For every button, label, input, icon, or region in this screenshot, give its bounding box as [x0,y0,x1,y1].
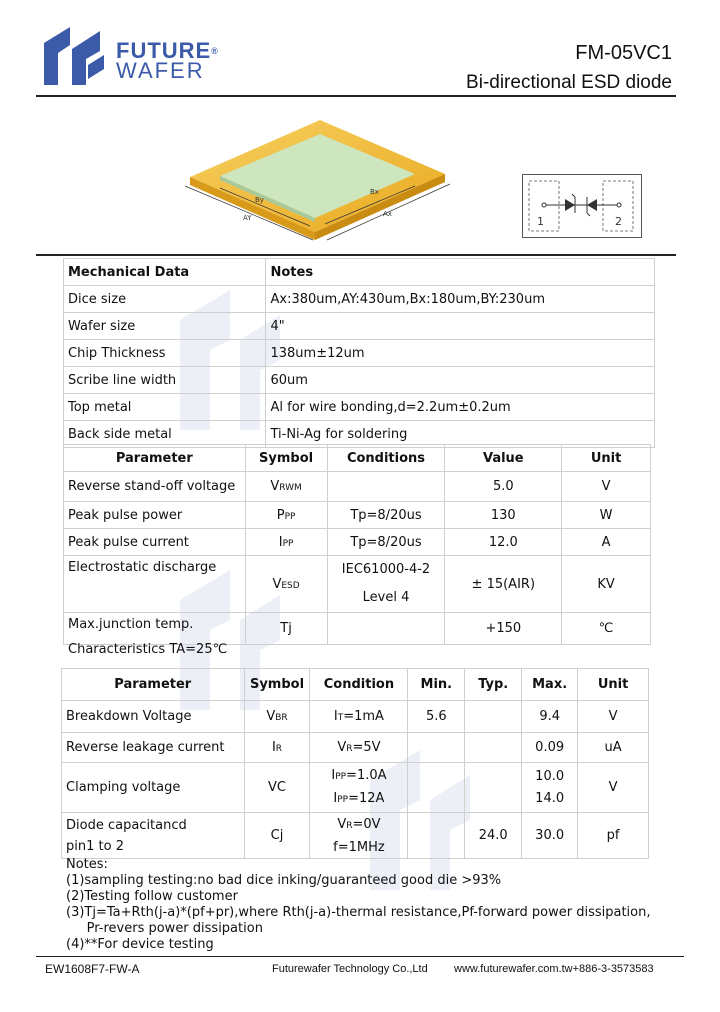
doc-code: EW1608F7-FW-A [45,962,140,976]
table-row [62,763,649,813]
product-description: Bi-directional ESD diode [466,72,672,93]
value-cell: 5.0 [445,472,562,502]
cond-cell: Tp=8/20us [327,529,445,556]
table-row [64,340,655,367]
notes-section [66,857,686,953]
param-cell [62,813,245,859]
die-label-ax: Ax [383,210,392,218]
param-cell: Peak pulse current [64,529,246,556]
cond-line2 [314,788,403,811]
symbol-cell [244,813,310,859]
mech-value: 4" [266,313,655,340]
mech-value: Al for wire bonding,d=2.2um±0.2um [266,394,655,421]
die-drawing [175,112,465,247]
die-label-by: By [255,196,264,204]
footer-company: Futurewafer Technology Co.,Ltd [272,963,428,975]
unit-cell: W [562,502,651,529]
footer-contact: www.futurewafer.com.tw+886-3-3573583 [454,963,654,975]
mech-value: 138um±12um [266,340,655,367]
typ-cell: 24.0 [465,813,522,859]
symbol: P [276,507,285,523]
cond-cell [327,613,445,645]
cond: V [337,740,347,755]
mechanical-header-row [64,259,655,286]
param-line2: pin1 to 2 [66,838,124,854]
symbol-sub: R [275,744,283,754]
header-rule [36,95,676,97]
unit-cell: A [562,529,651,556]
cond-rest: =1.0A [346,767,387,783]
symbol-cell [245,502,327,529]
mech-label: Wafer size [64,313,266,340]
table-row [64,556,651,613]
symbol-cell [245,472,327,502]
symbol-cell [245,613,327,645]
param-cell: Clamping voltage [62,763,245,813]
unit-cell: KV [562,556,651,613]
max-line1: 10.0 [535,768,565,784]
characteristics-title: Characteristics TA=25℃ [68,642,228,657]
value-cell: +150 [445,613,562,645]
unit-cell: V [578,763,649,813]
mech-label: Scribe line width [64,367,266,394]
col-header: Value [445,445,562,472]
col-header: Parameter [62,669,245,701]
logo-mark-icon [42,25,106,87]
cond-sub: PP [337,794,349,805]
typ-cell [465,701,522,733]
col-header: Min. [408,669,465,701]
min-cell [408,813,465,859]
char-header-row [62,669,649,701]
param-cell: Max.junction temp. [64,613,246,645]
col-header: Symbol [244,669,310,701]
cond-rest: =12A [348,790,385,806]
col-header: Condition [310,669,408,701]
ratings-table [63,444,651,645]
cond-cell: Tp=8/20us [327,502,445,529]
symbol: Cj [270,828,284,843]
mech-value: 60um [266,367,655,394]
min-cell: 5.6 [408,701,465,733]
param-cell: Electrostatic discharge [64,556,246,613]
note-item: (2)Testing follow customer [66,889,238,904]
param-line1: Diode capacitancd [66,817,187,833]
max-cell: 30.0 [522,813,578,859]
unit-cell: pf [578,813,649,859]
mech-label: Top metal [64,394,266,421]
cond-line2: f=1MHz [333,839,385,855]
cond-cell [310,763,408,813]
value-cell: 12.0 [445,529,562,556]
symbol: Tj [280,621,292,636]
mech-label: Chip Thickness [64,340,266,367]
mech-label: Dice size [64,286,266,313]
mech-label: Back side metal [64,421,266,448]
table-row [62,813,649,859]
symbol-cell [245,529,327,556]
footer-rule [36,956,684,957]
part-number: FM-05VC1 [575,42,672,64]
cond-sub: R [346,744,353,754]
mech-value: Ti-Ni-Ag for soldering [266,421,655,448]
value-cell: ± 15(AIR) [445,556,562,613]
table-row [64,367,655,394]
max-line2: 14.0 [535,790,565,806]
symbol-cell [245,556,327,613]
table-row [64,529,651,556]
logo-line1: FUTURE [116,38,212,63]
note-item: (3)Tj=Ta+Rth(j-a)*(pf+pr),where Rth(j-a)-thermal resistance,Pf-forward power dissipation, [66,905,651,920]
col-header: Unit [578,669,649,701]
table-row [64,394,655,421]
table-row [64,286,655,313]
note-item: Pr-revers power dissipation [66,921,263,936]
symbol-sub: PP [282,538,294,549]
company-logo [42,25,232,85]
note-item: (4)**For device testing [66,937,214,952]
logo-line2: WAFER [116,58,205,83]
notes-title: Notes: [66,857,108,872]
value-cell: 130 [445,502,562,529]
cond: I [331,767,336,783]
col-header: Conditions [327,445,445,472]
col-header: Typ. [465,669,522,701]
param-cell: Reverse leakage current [62,733,245,763]
cond-rest: =0V [352,816,381,832]
col-header: Parameter [64,445,246,472]
die-label-ay: AY [243,214,252,222]
symbol: V [272,576,282,592]
symbol-sub: RWM [279,483,302,493]
mech-value: Ax:380um,AY:430um,Bx:180um,BY:230um [266,286,655,313]
mechanical-table [63,258,655,448]
symbol-cell [244,733,310,763]
cond-line1 [314,814,403,837]
cond-line1 [314,765,403,788]
param-cell: Peak pulse power [64,502,246,529]
cond-sub: PP [335,771,347,782]
cond-cell [327,556,445,613]
unit-cell: ℃ [562,613,651,645]
table-row [64,502,651,529]
table-row [64,613,651,645]
logo-registered: ® [211,46,219,56]
max-cell [522,763,578,813]
symbol: I [271,740,276,755]
col-header: Symbol [245,445,327,472]
col-header: Max. [522,669,578,701]
cond-cell [310,813,408,859]
symbol-sub: ESD [281,580,300,591]
diode-schematic [522,174,642,238]
cond-rest: =5V [352,740,381,755]
section-rule [36,254,676,256]
symbol: V [270,479,280,494]
max-cell: 9.4 [522,701,578,733]
pin2-label: 2 [615,215,622,228]
mechanical-header-left: Mechanical Data [64,259,266,286]
col-header: Unit [562,445,651,472]
cond-line1: IEC61000-4-2 [341,562,431,577]
table-row [64,472,651,502]
symbol: I [278,534,283,550]
table-row [62,701,649,733]
param-cell: Reverse stand-off voltage [64,472,246,502]
symbol: VC [268,780,286,795]
symbol-sub: PP [284,511,296,522]
param-cell: Breakdown Voltage [62,701,245,733]
unit-cell: V [578,701,649,733]
cond-line2: Level 4 [362,590,410,605]
cond: I [333,709,338,724]
cond: I [333,790,338,806]
cond-cell [310,701,408,733]
pin1-label: 1 [537,215,544,228]
characteristics-table [61,668,649,859]
typ-cell [465,763,522,813]
unit-cell: uA [578,733,649,763]
mechanical-header-right: Notes [266,259,655,286]
cond-cell [310,733,408,763]
min-cell [408,763,465,813]
cond: V [337,816,347,832]
cond-cell [327,472,445,502]
symbol-cell [244,763,310,813]
note-item: (1)sampling testing:no bad dice inking/guaranteed good die >93% [66,873,502,888]
symbol-sub: BR [275,713,288,723]
die-label-bx: Bx [370,188,379,196]
cond-rest: =1mA [343,709,384,724]
symbol-cell [244,701,310,733]
typ-cell [465,733,522,763]
unit-cell: V [562,472,651,502]
cond-sub: R [346,820,353,831]
table-row [64,313,655,340]
ratings-header-row [64,445,651,472]
max-cell: 0.09 [522,733,578,763]
table-row [62,733,649,763]
min-cell [408,733,465,763]
cond-sub: T [337,713,344,723]
symbol: V [266,709,276,724]
